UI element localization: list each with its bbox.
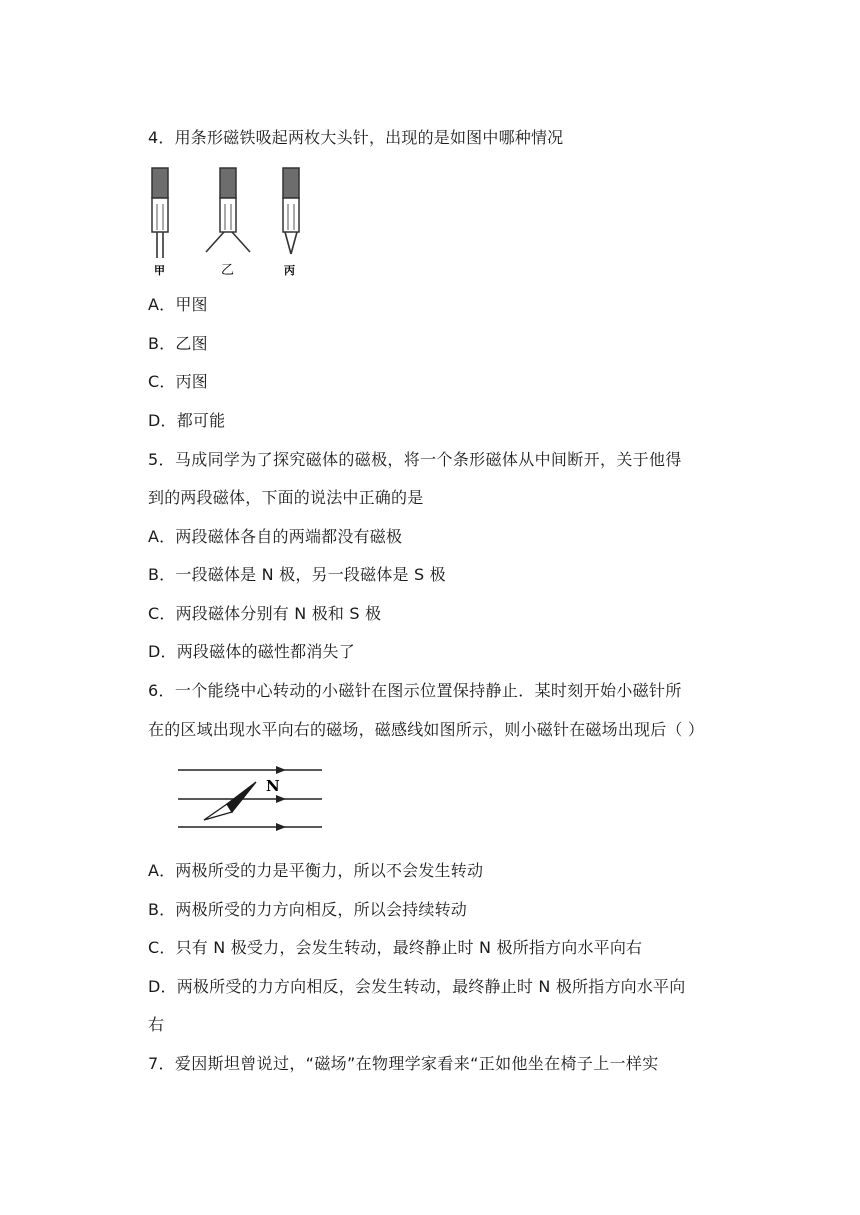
question-4-figure <box>150 166 310 278</box>
label-bing: 丙 <box>284 264 295 277</box>
question-4-option-d: D．都可能 <box>148 411 226 430</box>
question-4-option-c: C．丙图 <box>148 372 208 391</box>
magnet-jia <box>152 168 168 258</box>
question-4-option-a: A．甲图 <box>148 295 208 314</box>
compass-field-diagram <box>176 760 328 836</box>
question-6-option-d-line-2: 右 <box>148 1015 165 1034</box>
magnet-pins-diagram <box>150 166 310 278</box>
question-6-option-a: A．两极所受的力是平衡力，所以不会发生转动 <box>148 861 484 880</box>
question-6-option-d-line-1: D．两极所受的力方向相反，会发生转动，最终静止时 N 极所指方向水平向 <box>148 977 686 996</box>
compass-needle <box>204 782 256 820</box>
question-4-stem: 4．用条形磁铁吸起两枚大头针，出现的是如图中哪种情况 <box>148 128 564 147</box>
question-7-stem-line-1: 7．爱因斯坦曾说过，“磁场”在物理学家看来“正如他坐在椅子上一样实 <box>148 1054 659 1073</box>
question-6-option-c: C．只有 N 极受力，会发生转动，最终静止时 N 极所指方向水平向右 <box>148 938 643 957</box>
magnet-bing <box>283 168 299 254</box>
question-5-option-b: B．一段磁体是 N 极，另一段磁体是 S 极 <box>148 565 446 584</box>
question-5-stem-line-1: 5．马成同学为了探究磁体的磁极，将一个条形磁体从中间断开，关于他得 <box>148 450 682 469</box>
magnet-yi <box>206 168 250 252</box>
question-5-stem-line-2: 到的两段磁体，下面的说法中正确的是 <box>148 488 424 507</box>
question-5-option-a: A．两段磁体各自的两端都没有磁极 <box>148 527 403 546</box>
label-jia: 甲 <box>154 264 165 277</box>
question-4-option-b: B．乙图 <box>148 334 208 353</box>
question-5-option-c: C．两段磁体分别有 N 极和 S 极 <box>148 604 382 623</box>
label-yi: 乙 <box>221 263 235 278</box>
question-6-stem-line-1: 6．一个能绕中心转动的小磁针在图示位置保持静止．某时刻开始小磁针所 <box>148 681 682 700</box>
question-5-option-d: D．两段磁体的磁性都消失了 <box>148 642 355 661</box>
question-6-stem-line-2: 在的区域出现水平向右的磁场，磁感线如图所示，则小磁针在磁场出现后（ ） <box>148 720 705 739</box>
question-6-option-b: B．两极所受的力方向相反，所以会持续转动 <box>148 900 467 919</box>
north-pole-label: N <box>266 777 280 795</box>
question-6-figure <box>176 760 328 836</box>
